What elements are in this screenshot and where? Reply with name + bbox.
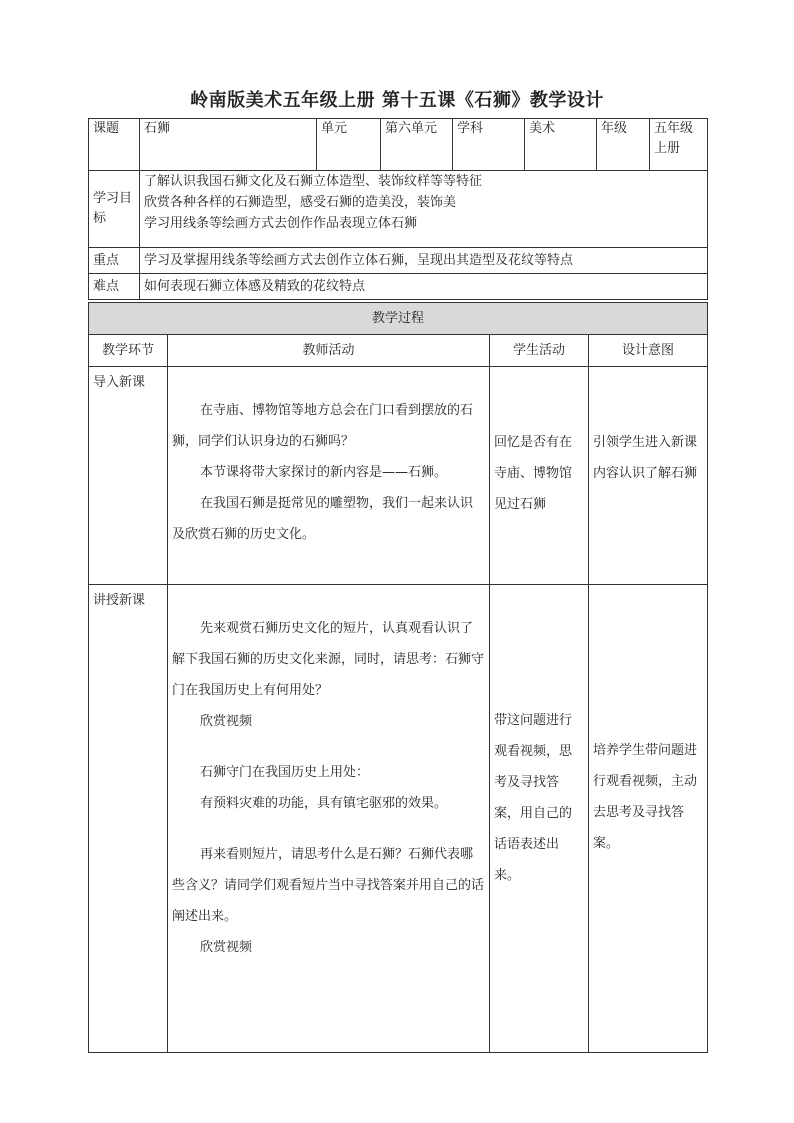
unit-label: 单元 <box>317 119 381 171</box>
subject-value: 美术 <box>525 119 597 171</box>
column-header-intent: 设计意图 <box>589 335 708 367</box>
process-header: 教学过程 <box>89 303 708 335</box>
teacher-activity-cell <box>168 367 490 585</box>
student-activity-text: 回忆是否有在寺庙、博物馆见过石狮 <box>494 435 573 512</box>
table-row <box>89 367 708 585</box>
topic-value: 石狮 <box>140 119 317 171</box>
difficulty-label: 难点 <box>89 274 140 300</box>
teacher-activity-cell <box>168 585 490 1053</box>
document-title: 岭南版美术五年级上册 第十五课《石狮》教学设计 <box>190 90 604 111</box>
teacher-paragraph: 本节课将带大家探讨的新内容是——石狮。 <box>200 465 448 480</box>
objective-line: 了解认识我国石狮文化及石狮立体造型、装饰纹样等等特征 <box>144 174 483 189</box>
student-activity-text: 带这问题进行观看视频，思考及寻找答案，用自己的话语表述出来。 <box>494 713 573 883</box>
teacher-paragraph: 欣赏视频 <box>200 940 253 955</box>
unit-value: 第六单元 <box>381 119 453 171</box>
difficulty-value: 如何表现石狮立体感及精致的花纹特点 <box>140 274 708 300</box>
grade-value: 五年级上册 <box>650 119 708 171</box>
column-header-student: 学生活动 <box>490 335 589 367</box>
teacher-paragraph: 欣赏视频 <box>200 714 253 729</box>
teacher-paragraph: 在寺庙、博物馆等地方总会在门口看到摆放的石狮，同学们认识身边的石狮吗？ <box>172 403 474 449</box>
teacher-paragraph: 石狮守门在我国历史上用处： <box>200 765 370 780</box>
student-activity-cell <box>490 585 589 1053</box>
stage-cell: 导入新课 <box>89 367 168 585</box>
objective-line: 欣赏各种各样的石狮造型，感受石狮的造美没，装饰美 <box>144 195 457 210</box>
column-header-stage: 教学环节 <box>89 335 168 367</box>
teacher-paragraph: 再来看则短片，请思考什么是石狮？石狮代表哪些含义？请同学们观看短片当中寻找答案并用自己的话阐述出来。 <box>172 847 485 924</box>
subject-label: 学科 <box>453 119 525 171</box>
objective-line: 学习用线条等绘画方式去创作作品表现立体石狮 <box>144 216 418 231</box>
design-intent-text: 引领学生进入新课内容认识了解石狮 <box>593 435 698 481</box>
column-header-teacher: 教师活动 <box>168 335 490 367</box>
teacher-paragraph: 在我国石狮是挺常见的雕塑物，我们一起来认识及欣赏石狮的历史文化。 <box>172 496 474 542</box>
grade-label: 年级 <box>597 119 650 171</box>
design-intent-cell <box>589 585 708 1053</box>
topic-label: 课题 <box>89 119 140 171</box>
objectives-content <box>140 171 708 248</box>
key-point-value: 学习及掌握用线条等绘画方式去创作立体石狮，呈现出其造型及花纹等特点 <box>140 248 708 274</box>
design-intent-cell <box>589 367 708 585</box>
lesson-info-table <box>88 118 708 300</box>
student-activity-cell <box>490 367 589 585</box>
teacher-paragraph: 先来观赏石狮历史文化的短片，认真观看认识了解下我国石狮的历史文化来源，同时，请思考：石狮守门在我国历史上有何用处？ <box>172 621 485 698</box>
key-point-label: 重点 <box>89 248 140 274</box>
teaching-process-table <box>88 302 708 1053</box>
teacher-paragraph: 有预料灾难的功能，具有镇宅驱邪的效果。 <box>200 796 448 811</box>
table-row <box>89 585 708 1053</box>
design-intent-text: 培养学生带问题进行观看视频，主动去思考及寻找答案。 <box>593 743 698 851</box>
objectives-label: 学习目标 <box>89 171 140 248</box>
stage-cell: 讲授新课 <box>89 585 168 1053</box>
